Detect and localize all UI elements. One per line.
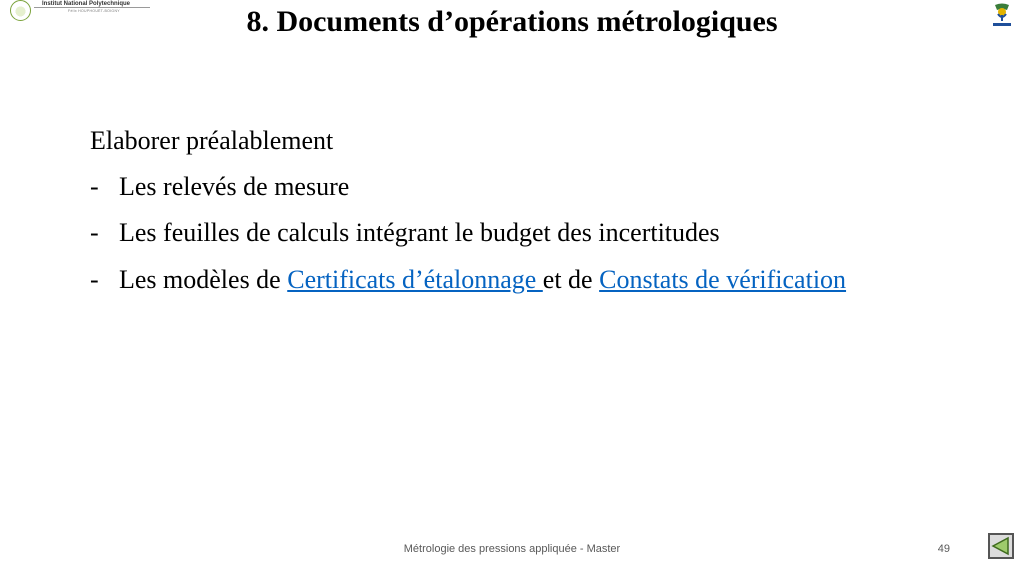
list-item [90,170,909,204]
back-button[interactable] [988,533,1014,559]
slide-title: 8. Documents d’opérations métrologiques [246,5,778,38]
back-arrow-icon [991,536,1011,556]
bullet-dash: - [90,172,99,201]
list-item-text: Les modèles de [119,265,288,294]
list-item-text: et de [542,265,600,294]
page-number: 49 [937,543,950,555]
list-item [90,216,909,250]
institution-name: Institut National Polytechnique [42,1,131,7]
list-item-text: Les relevés de mesure [119,172,350,201]
constats-link[interactable]: Constats de vérification [599,265,847,294]
footer-text: Métrologie des pressions appliquée - Master [403,543,621,555]
list-item-text: Les feuilles de calculs intégrant le budget des incertitudes [119,218,720,247]
certificats-link[interactable]: Certificats d’étalonnage [287,265,543,294]
bullet-dash: - [90,218,99,247]
intro-text: Elaborer préalablement [90,126,334,155]
institution-subname: Félix HOUPHOUËT-BOIGNY [68,9,120,13]
list-item [90,262,909,298]
bullet-dash: - [90,265,99,294]
slide-body [90,124,909,310]
